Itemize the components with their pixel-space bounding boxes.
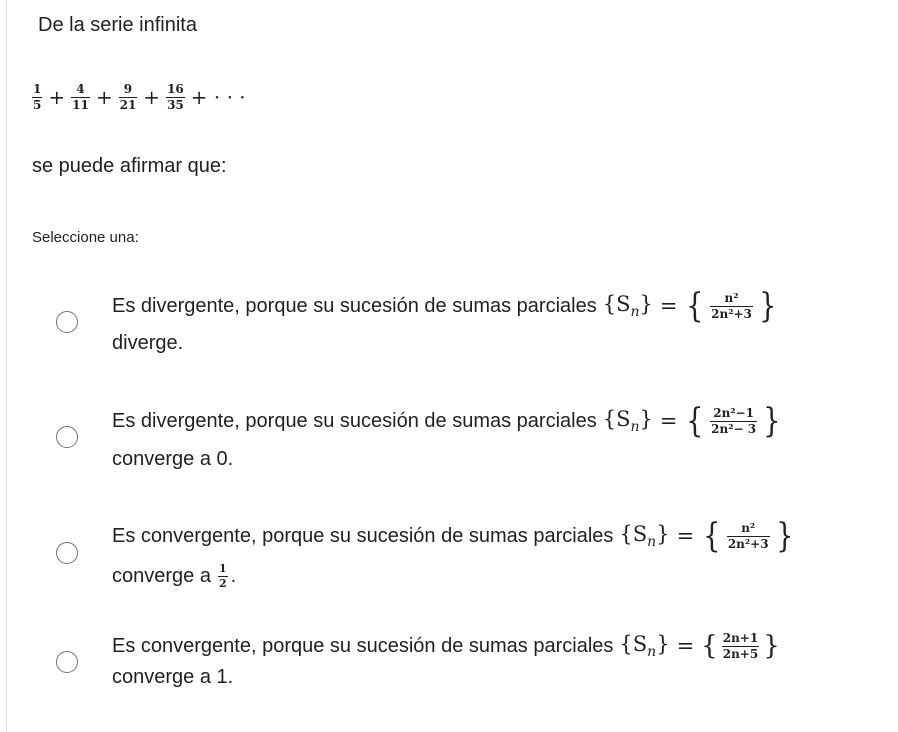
series-expression: $\frac{1}{5}$ + $\frac{4}{11}$ + $\frac{9}{21}$ + $\frac{16}{35}$ + · · ·	[33, 81, 246, 112]
series-term-3: $\frac{9}{21}$	[119, 81, 137, 112]
option-3-radio[interactable]	[56, 542, 78, 564]
option-2-text: Es divergente, porque su sucesión de sumas parciales	[112, 409, 597, 432]
option-2-fraction: $\frac{\text{2n²−1}}{\text{2n²− 3}}$	[711, 405, 757, 436]
select-label: Seleccione una:	[32, 229, 139, 246]
option-2-radio[interactable]	[56, 426, 78, 448]
option-4-fraction: $\frac{2n+1}{2n+5}$	[722, 630, 759, 661]
option-3-line-2[interactable]: converge a $\frac{1}{2}$ .	[112, 561, 237, 590]
option-3-line-2-text: converge a	[112, 564, 211, 587]
option-4-radio[interactable]	[56, 651, 78, 673]
question-prompt: se puede afirmar que:	[32, 155, 227, 177]
option-1-line-1[interactable]: Es divergente, porque su sucesión de sumas parciales $\{S_n\}$ = { $\frac{\text{n²}}{\text{2n²+3}}$ }	[112, 286, 777, 326]
option-2-partial-sums: $\{S_n\}$	[602, 406, 653, 436]
series-tail: + · · ·	[190, 85, 246, 109]
option-3-partial-sums: $\{S_n\}$	[619, 521, 670, 551]
series-term-1: $\frac{1}{5}$	[33, 81, 42, 112]
option-1-partial-sums: $\{S_n\}$	[602, 291, 653, 321]
option-3-fraction: $\frac{\text{n²}}{\text{2n²+3}}$	[727, 520, 769, 551]
option-1-radio[interactable]	[56, 311, 78, 333]
option-3-line-1[interactable]: Es convergente, porque su sucesión de sumas parciales $\{S_n\}$ = { $\frac{\text{n²}}{\text{2n²+3}}$ }	[112, 516, 794, 556]
option-3-limit-fraction: $\frac{1}{2}$	[218, 561, 227, 590]
option-2-line-2[interactable]: converge a 0.	[112, 448, 234, 470]
series-term-2: $\frac{4}{11}$	[72, 81, 89, 112]
option-3-text: Es convergente, porque su sucesión de sumas parciales	[112, 524, 614, 547]
option-1-fraction: $\frac{\text{n²}}{\text{2n²+3}}$	[711, 290, 752, 321]
option-4-partial-sums: $\{S_n\}$	[619, 631, 670, 661]
option-2-line-1[interactable]: Es divergente, porque su sucesión de sumas parciales $\{S_n\}$ = { $\frac{\text{2n²−1}}{\text{2n²− 3}}$ }	[112, 401, 781, 441]
option-1-line-2[interactable]: diverge.	[112, 332, 184, 354]
option-4-line-2[interactable]: converge a 1.	[112, 666, 234, 688]
option-4-line-1[interactable]: Es convergente, porque su sucesión de sumas parciales $\{S_n\}$ = { $\frac{2n+1}{2n+5}$ }	[112, 630, 780, 661]
option-1-text: Es divergente, porque su sucesión de sumas parciales	[112, 294, 597, 317]
left-border	[6, 0, 7, 732]
option-4-text: Es convergente, porque su sucesión de sumas parciales	[112, 634, 614, 657]
series-term-4: $\frac{16}{35}$	[167, 81, 184, 112]
question-intro: De la serie infinita	[38, 14, 197, 36]
